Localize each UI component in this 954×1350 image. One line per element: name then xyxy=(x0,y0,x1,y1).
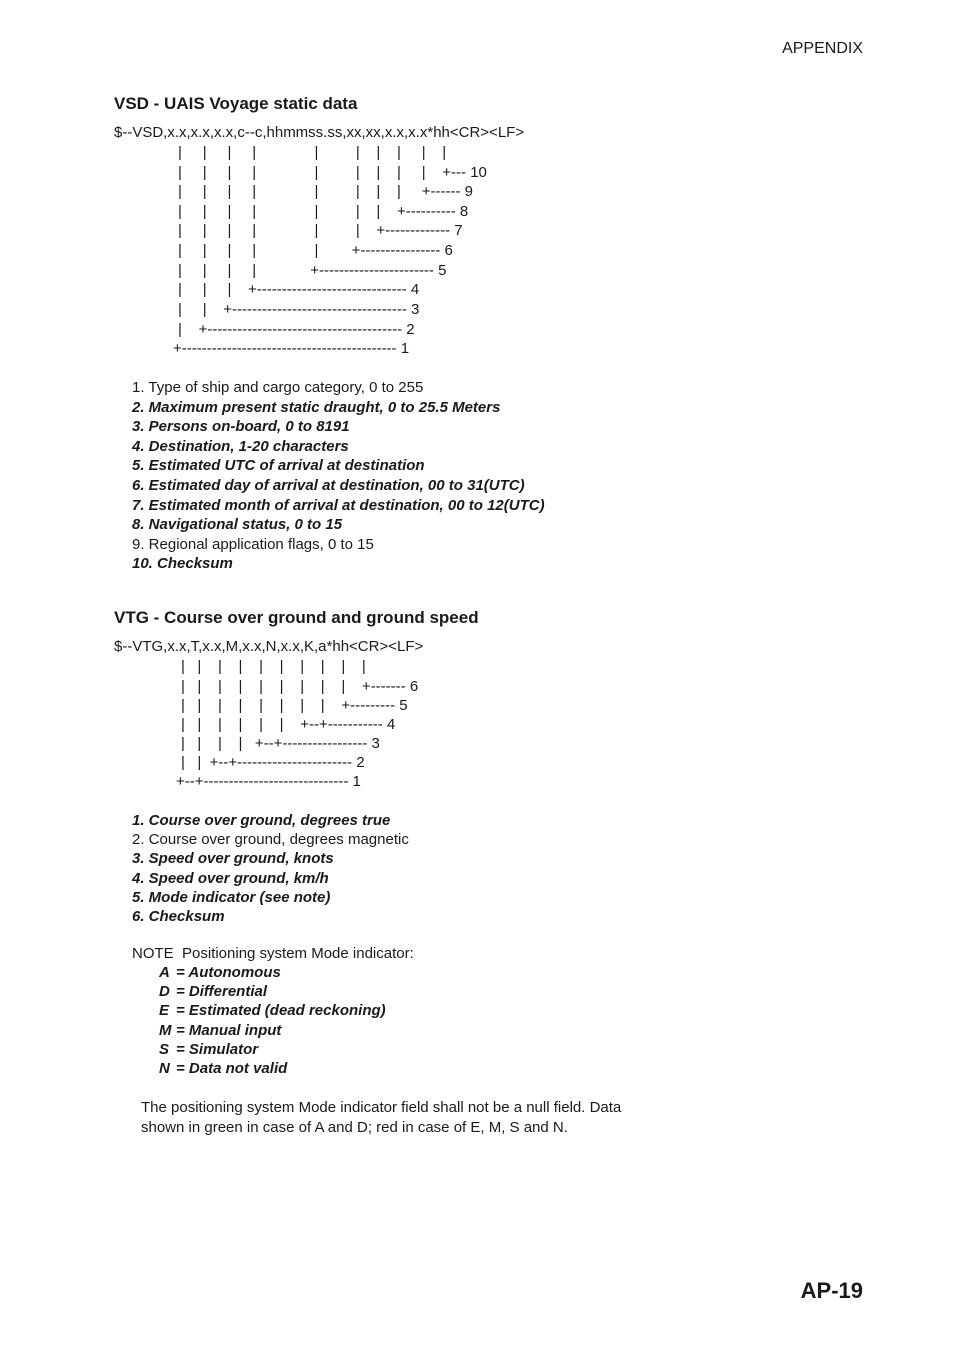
vsd-field-item: 8. Navigational status, 0 to 15 xyxy=(132,516,343,534)
vsd-field-item: 7. Estimated month of arrival at destination, 00 to 12(UTC) xyxy=(132,496,545,514)
appendix-header: APPENDIX xyxy=(782,40,863,57)
vsd-diagram-line: | | +----------------------------------- 3 xyxy=(178,301,420,318)
mode-item xyxy=(159,963,386,982)
vtg-field-item: 2. Course over ground, degrees magnetic xyxy=(132,831,409,849)
vsd-diagram-line: | | | | +----------------------- 5 xyxy=(178,262,447,279)
note-title: NOTE Positioning system Mode indicator: xyxy=(132,945,414,962)
vsd-diagram-line: | | | | | | | | | | xyxy=(178,144,447,161)
vsd-field-item: 6. Estimated day of arrival at destination, 00 to 31(UTC) xyxy=(132,476,525,494)
vsd-field-item: 5. Estimated UTC of arrival at destination xyxy=(132,457,425,475)
vtg-field-item: 6. Checksum xyxy=(132,907,225,925)
vsd-sentence-format: $--VSD,x.x,x.x,x.x,c--c,hhmmss.ss,xx,xx,x.x,x.x*hh<CR><LF> xyxy=(114,124,525,141)
vsd-diagram-line: | | | | | | +------------- 7 xyxy=(178,222,463,239)
vsd-diagram-line: | +--------------------------------------- 2 xyxy=(178,321,415,338)
vsd-field-item: 4. Destination, 1-20 characters xyxy=(132,437,349,455)
mode-description: = Manual input xyxy=(176,1021,282,1039)
vtg-field-item: 1. Course over ground, degrees true xyxy=(132,812,391,829)
page-number: AP-19 xyxy=(800,1278,863,1303)
vsd-section-title: VSD - UAIS Voyage static data xyxy=(114,94,358,113)
vtg-field-item: 5. Mode indicator (see note) xyxy=(132,888,331,906)
vsd-field-item: 3. Persons on-board, 0 to 8191 xyxy=(132,418,350,436)
mode-item xyxy=(159,1059,386,1078)
vtg-diagram-line: | | +--+----------------------- 2 xyxy=(181,754,365,771)
vtg-diagram-line: | | | | | | | | +--------- 5 xyxy=(181,697,408,714)
mode-description: = Data not valid xyxy=(176,1059,288,1077)
mode-code: A xyxy=(159,964,170,981)
mode-code: S xyxy=(159,1040,170,1058)
vsd-diagram-line: | | | +------------------------------ 4 xyxy=(178,281,420,298)
note-paragraph: The positioning system Mode indicator field shall not be a null field. Data shown in green in case of A and D; red in case of E, M, S and N. xyxy=(141,1099,622,1136)
vsd-diagram-line: | | | | | +---------------- 6 xyxy=(178,242,453,259)
vtg-field-item: 4. Speed over ground, km/h xyxy=(132,869,329,887)
vtg-section-title: VTG - Course over ground and ground speed xyxy=(114,608,479,627)
mode-code: D xyxy=(159,983,170,1001)
mode-description: = Estimated (dead reckoning) xyxy=(176,1002,386,1020)
vtg-field-list xyxy=(132,811,409,926)
mode-indicator-list xyxy=(159,963,386,1078)
mode-code: E xyxy=(159,1002,170,1020)
mode-description: = Autonomous xyxy=(176,964,281,981)
vtg-diagram-line: | | | | | | | | | +------- 6 xyxy=(181,678,419,695)
vsd-field-item: 2. Maximum present static draught, 0 to 25.5 Meters xyxy=(132,398,501,416)
mode-item xyxy=(159,1040,386,1059)
vtg-diagram-line: +--+----------------------------- 1 xyxy=(176,773,361,790)
vtg-sentence-format: $--VTG,x.x,T,x.x,M,x.x,N,x.x,K,a*hh<CR><LF> xyxy=(114,638,424,655)
mode-item xyxy=(159,1021,386,1040)
mode-item xyxy=(159,982,386,1001)
mode-item xyxy=(159,1001,386,1020)
vsd-field-list xyxy=(132,378,545,574)
vsd-diagram-line: | | | | | | | | +------ 9 xyxy=(178,183,473,200)
vtg-field-item: 3. Speed over ground, knots xyxy=(132,850,334,868)
vsd-diagram-line: +------------------------------------------- 1 xyxy=(173,340,410,357)
vsd-field-item: 10. Checksum xyxy=(132,555,233,573)
vtg-diagram-line: | | | | | | +--+----------- 4 xyxy=(181,716,396,733)
vtg-diagram-line: | | | | +--+----------------- 3 xyxy=(181,735,380,752)
mode-description: = Differential xyxy=(176,983,268,1001)
vsd-field-item: 9. Regional application flags, 0 to 15 xyxy=(132,535,374,553)
vsd-diagram-line: | | | | | | | +---------- 8 xyxy=(178,203,469,220)
mode-code: N xyxy=(159,1059,170,1077)
mode-code: M xyxy=(159,1021,172,1039)
vtg-diagram-line: | | | | | | | | | | xyxy=(181,658,366,675)
vsd-diagram-line: | | | | | | | | | +--- 10 xyxy=(178,164,487,181)
mode-description: = Simulator xyxy=(176,1040,259,1058)
vsd-field-item: 1. Type of ship and cargo category, 0 to 255 xyxy=(132,379,424,396)
